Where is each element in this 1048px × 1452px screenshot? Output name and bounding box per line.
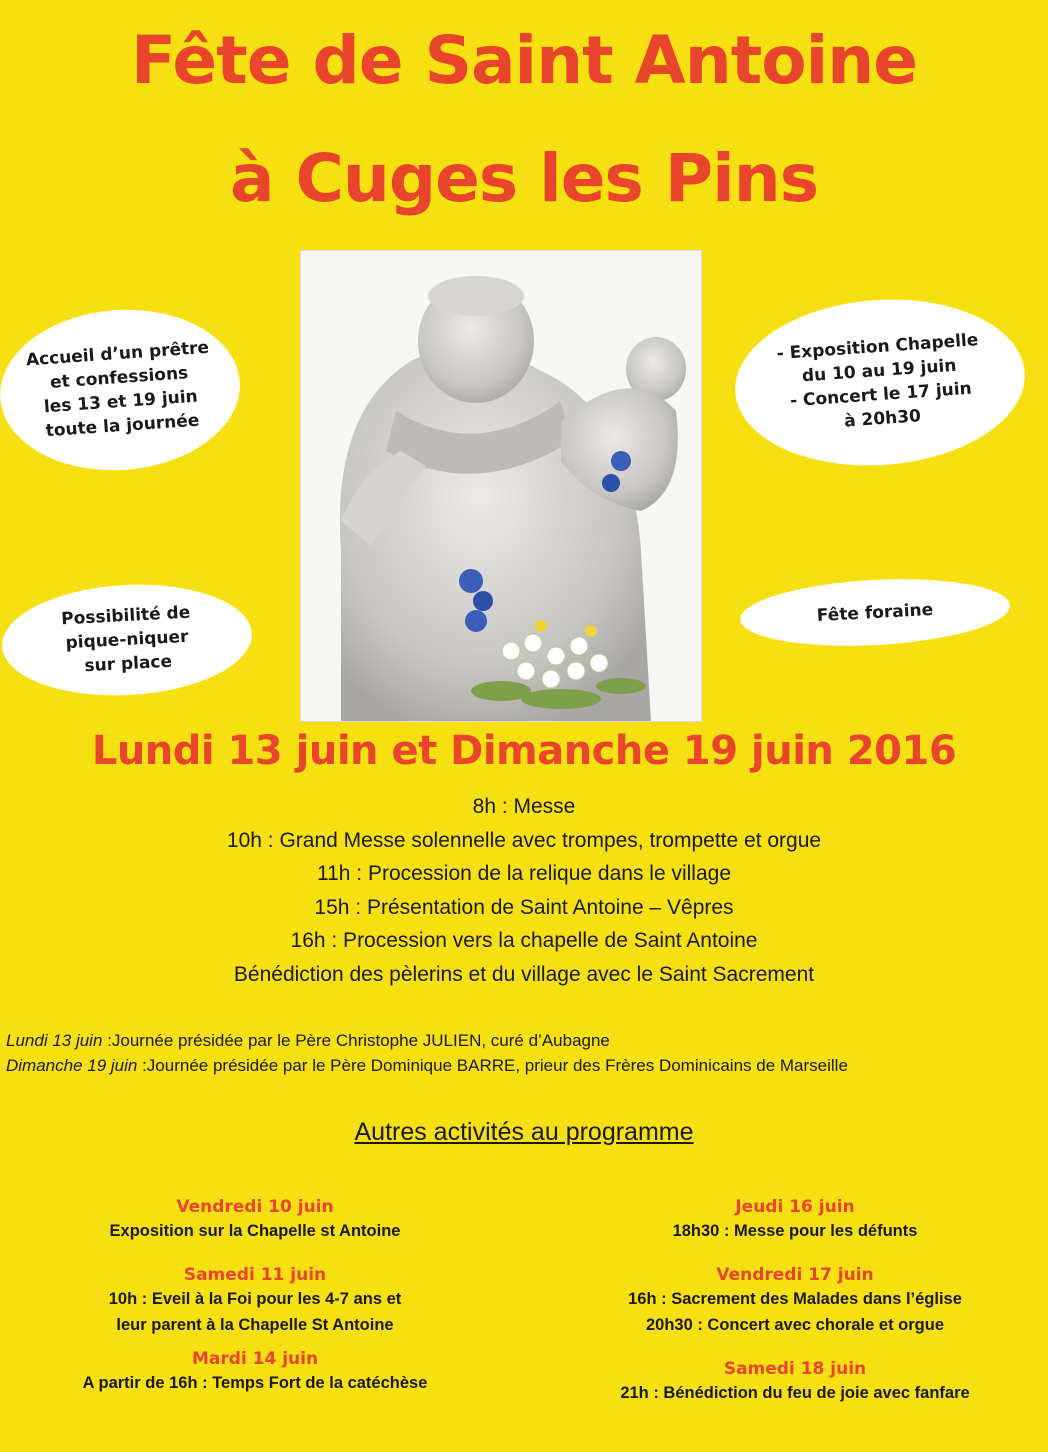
schedule-item: 15h : Présentation de Saint Antoine – Vêpres <box>314 895 734 919</box>
bubble-exposition-concert <box>730 290 1031 475</box>
activity-item <box>560 1264 1030 1338</box>
other-activities-heading: Autres activités au programme <box>354 1118 694 1146</box>
activity-desc: 21h : Bénédiction du feu de joie avec fanfare <box>620 1384 970 1402</box>
saint-antoine-statue-photo <box>300 250 702 722</box>
schedule-item: Bénédiction des pèlerins et du village avec le Saint Sacrement <box>233 962 815 986</box>
note-text: :Journée présidée par le Père Christophe JULIEN, curé d’Aubagne <box>102 1031 610 1050</box>
bubble-picnic <box>0 579 255 702</box>
activity-desc: Exposition sur la Chapelle st Antoine <box>109 1222 401 1240</box>
schedule-item: 11h : Procession de la relique dans le village <box>316 862 732 886</box>
bubble-picnic-text: Possibilité de pique-niquer sur place <box>60 602 191 677</box>
activity-day: Jeudi 16 juin <box>735 1197 855 1217</box>
note-day: Dimanche 19 juin <box>6 1056 138 1075</box>
activity-day: Vendredi 17 juin <box>716 1265 874 1285</box>
activities-left-column <box>20 1196 490 1416</box>
activity-desc: 18h30 : Messe pour les défunts <box>672 1222 918 1240</box>
activity-desc: A partir de 16h : Temps Fort de la catéchèse <box>82 1374 428 1392</box>
activity-day: Mardi 14 juin <box>191 1349 319 1369</box>
activities-right-column <box>560 1196 1030 1426</box>
bubble-fete-foraine-text: Fête foraine <box>816 599 934 626</box>
bubble-confessions <box>0 302 245 478</box>
schedule-item: 10h : Grand Messe solennelle avec trompes, trompette et orgue <box>226 828 822 852</box>
activity-day: Vendredi 10 juin <box>176 1197 334 1217</box>
title-line-1: Fête de Saint Antoine <box>131 22 917 99</box>
activity-item <box>20 1348 490 1396</box>
activity-day: Samedi 18 juin <box>723 1359 867 1379</box>
note-dimanche <box>6 1053 1006 1078</box>
note-lundi <box>6 1028 1006 1053</box>
schedule-item: 8h : Messe <box>472 795 576 818</box>
note-day: Lundi 13 juin <box>6 1031 103 1050</box>
activity-day: Samedi 11 juin <box>183 1265 327 1285</box>
activity-desc: 16h : Sacrement des Malades dans l’église 20h30 : Concert avec chorale et orgue <box>628 1290 962 1334</box>
main-schedule <box>0 790 1048 992</box>
bubble-fete-foraine <box>738 573 1011 652</box>
activity-item <box>20 1264 490 1338</box>
bubble-confessions-text: Accueil d’un prêtre et confessions les 13 et 19 juin toute la journée <box>25 337 210 442</box>
activity-item <box>560 1358 1030 1406</box>
bubble-exposition-text: - Exposition Chapelle du 10 au 19 juin - Concert le 17 juin à 20h30 <box>776 329 979 432</box>
presiding-notes <box>6 1028 1006 1078</box>
note-text: :Journée présidée par le Père Dominique BARRE, prieur des Frères Dominicains de Marseille <box>137 1056 848 1075</box>
dates-heading: Lundi 13 juin et Dimanche 19 juin 2016 <box>91 728 957 774</box>
title-line-2: à Cuges les Pins <box>229 140 819 217</box>
activity-desc: 10h : Eveil à la Foi pour les 4-7 ans et leur parent à la Chapelle St Antoine <box>108 1290 402 1334</box>
activity-item <box>560 1196 1030 1244</box>
statue-illustration <box>301 251 701 721</box>
schedule-item: 16h : Procession vers la chapelle de Saint Antoine <box>290 929 758 953</box>
activity-item <box>20 1196 490 1244</box>
